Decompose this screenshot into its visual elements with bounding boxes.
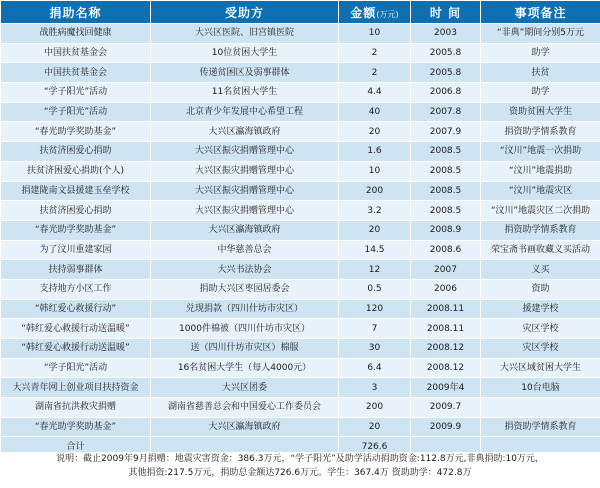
cell-name: 扶贫济困爱心捐助(个人) (1, 161, 151, 181)
cell-name: 中国扶贫基金会 (1, 63, 151, 83)
header-name: 捐助名称 (1, 1, 151, 24)
cell-recipient: 捐助大兴区枣园居委会 (151, 279, 339, 299)
cell-recipient: 11名贫困大学生 (151, 83, 339, 103)
cell-amount: 3 (339, 378, 411, 398)
table-row (1, 122, 600, 142)
cell-recipient: 16名贫困大学生（每人4000元） (151, 358, 339, 378)
cell-remark: “汶川”地震灾区 (481, 181, 600, 201)
cell-remark (481, 398, 600, 418)
cell-remark: 荣宝斋书画收藏义买活动 (481, 240, 600, 260)
header-amount (339, 1, 411, 24)
cell-remark: 捐资助学情系教育 (481, 122, 600, 142)
table-row (1, 339, 600, 359)
cell-recipient: 兑现捐款（四川什坊市灾区） (151, 299, 339, 319)
table-body (1, 24, 600, 457)
cell-amount: 14.5 (339, 240, 411, 260)
cell-name: 扶贫济困爱心捐助 (1, 142, 151, 162)
header-time: 时 间 (411, 1, 481, 24)
cell-remark: 援建学校 (481, 299, 600, 319)
table-row (1, 417, 600, 437)
table-row (1, 279, 600, 299)
cell-amount: 6.4 (339, 358, 411, 378)
cell-name: 为了汶川重建家园 (1, 240, 151, 260)
cell-amount: 200 (339, 398, 411, 418)
cell-name: “韩红爱心救援行动” (1, 299, 151, 319)
cell-remark: 捐资助学情系教育 (481, 417, 600, 437)
cell-name: “学子阳光”活动 (1, 102, 151, 122)
cell-remark: 大兴区域贫困大学生 (481, 358, 600, 378)
cell-name: “春光助学奖助基金” (1, 122, 151, 142)
cell-time: 2005.8 (411, 43, 481, 63)
cell-remark: “汶川”地震灾区二次捐助 (481, 201, 600, 221)
cell-remark: 灾区学校 (481, 339, 600, 359)
cell-time: 2008.5 (411, 142, 481, 162)
cell-remark: 助学 (481, 43, 600, 63)
cell-time: 2008.5 (411, 161, 481, 181)
cell-amount: 3.2 (339, 201, 411, 221)
cell-recipient: 大兴区瀛海镇政府 (151, 220, 339, 240)
cell-time: 2008.5 (411, 201, 481, 221)
cell-remark: 10台电脑 (481, 378, 600, 398)
cell-remark: 义买 (481, 260, 600, 280)
cell-amount: 0.5 (339, 279, 411, 299)
cell-recipient: 大兴区瀛海镇政府 (151, 417, 339, 437)
notes (0, 452, 600, 488)
cell-remark: 捐资助学情系教育 (481, 220, 600, 240)
table-row (1, 142, 600, 162)
total-amount: 726.6 (339, 437, 411, 457)
cell-time: 2009.9 (411, 417, 481, 437)
cell-time: 2008.5 (411, 181, 481, 201)
cell-recipient: 大兴区瀛海镇政府 (151, 122, 339, 142)
cell-recipient: 大兴区振灾捐赠管理中心 (151, 201, 339, 221)
table-row (1, 83, 600, 103)
cell-remark: 灾区学校 (481, 319, 600, 339)
header-remark: 事项备注 (481, 1, 600, 24)
table-row (1, 358, 600, 378)
cell-name: 战胜病魔找回健康 (1, 24, 151, 44)
cell-name: 大兴青年网上创业项目扶持资金 (1, 378, 151, 398)
cell-name: “春光助学奖助基金” (1, 220, 151, 240)
cell-amount: 20 (339, 220, 411, 240)
cell-time: 2009.7 (411, 398, 481, 418)
cell-amount: 20 (339, 417, 411, 437)
cell-amount: 200 (339, 181, 411, 201)
cell-recipient: 大兴书法协会 (151, 260, 339, 280)
cell-time: 2007.9 (411, 122, 481, 142)
cell-time: 2008.6 (411, 240, 481, 260)
cell-recipient: 大兴区医院、旧宫镇医院 (151, 24, 339, 44)
cell-recipient: 10位贫困大学生 (151, 43, 339, 63)
cell-name: 支持地方小区工作 (1, 279, 151, 299)
header-amount-label: 金额 (350, 5, 377, 20)
cell-recipient: 湖南省慈善总会和中国爱心工作委员会 (151, 398, 339, 418)
cell-name: 中国扶贫基金会 (1, 43, 151, 63)
table-row (1, 260, 600, 280)
header-recipient: 受助方 (151, 1, 339, 24)
cell-recipient: 送（四川什坊市灾区）棉服 (151, 339, 339, 359)
cell-amount: 1.6 (339, 142, 411, 162)
cell-remark: “汶川”地震捐助 (481, 161, 600, 181)
cell-time: 2003 (411, 24, 481, 44)
notes-line-2: 其他捐资:217.5万元，捐助总金额达726.6万元。学生：367.4万 资助助学：472.8万 (128, 468, 472, 478)
header-amount-unit: (万元) (376, 9, 399, 19)
cell-name: “春光助学奖助基金” (1, 417, 151, 437)
cell-amount: 7 (339, 319, 411, 339)
table-row (1, 161, 600, 181)
table-row (1, 378, 600, 398)
notes-line-1: 说明：截止2009年9月捐赠：地震灾害资金：386.3万元，“学子阳光”及助学活动捐助资金:112.8万元,非典捐助:10万元， (56, 454, 544, 464)
cell-recipient: 大兴区振灾捐赠管理中心 (151, 161, 339, 181)
cell-name: 湖南省抗洪救灾捐赠 (1, 398, 151, 418)
table-row (1, 240, 600, 260)
cell-amount: 120 (339, 299, 411, 319)
cell-name: “学子阳光”活动 (1, 83, 151, 103)
cell-amount: 40 (339, 102, 411, 122)
table-row (1, 220, 600, 240)
cell-remark: “非典”期间分别5万元 (481, 24, 600, 44)
cell-time: 2006.8 (411, 83, 481, 103)
cell-amount: 30 (339, 339, 411, 359)
cell-name: 扶持弱事群体 (1, 260, 151, 280)
cell-name: “学子阳光”活动 (1, 358, 151, 378)
cell-time: 2008.11 (411, 319, 481, 339)
table-row (1, 319, 600, 339)
cell-name: “韩红爱心救援行动送温暖” (1, 319, 151, 339)
cell-time: 2008.12 (411, 358, 481, 378)
cell-time: 2006 (411, 279, 481, 299)
cell-recipient: 大兴区振灾捐赠管理中心 (151, 181, 339, 201)
cell-name: 扶贫济困爱心捐助 (1, 201, 151, 221)
table-row (1, 43, 600, 63)
cell-recipient: 传递贫困区及弱事群体 (151, 63, 339, 83)
cell-remark: 助学 (481, 83, 600, 103)
cell-amount: 12 (339, 260, 411, 280)
cell-amount: 4.4 (339, 83, 411, 103)
cell-remark: 资助贫困大学生 (481, 102, 600, 122)
cell-time: 2005.8 (411, 63, 481, 83)
table-row (1, 201, 600, 221)
cell-remark: 扶贫 (481, 63, 600, 83)
table-header (1, 1, 600, 24)
cell-amount: 20 (339, 122, 411, 142)
cell-time: 2009年4 (411, 378, 481, 398)
cell-recipient: 1000件棉被（四川什坊市灾区） (151, 319, 339, 339)
table-row (1, 24, 600, 44)
cell-name: “韩红爱心救援行动送温暖” (1, 339, 151, 359)
cell-amount: 10 (339, 24, 411, 44)
table-row (1, 63, 600, 83)
cell-recipient: 大兴区团委 (151, 378, 339, 398)
cell-remark: “汶川”地震一次捐助 (481, 142, 600, 162)
cell-time: 2008.12 (411, 339, 481, 359)
table-row (1, 102, 600, 122)
cell-remark: 资助 (481, 279, 600, 299)
cell-time: 2008.9 (411, 220, 481, 240)
cell-time: 2007 (411, 260, 481, 280)
cell-recipient: 北京青少年发展中心希望工程 (151, 102, 339, 122)
cell-amount: 2 (339, 63, 411, 83)
table-row (1, 299, 600, 319)
cell-time: 2007.8 (411, 102, 481, 122)
table-row (1, 181, 600, 201)
cell-amount: 2 (339, 43, 411, 63)
cell-recipient: 大兴区振灾捐赠管理中心 (151, 142, 339, 162)
cell-amount: 10 (339, 161, 411, 181)
cell-time: 2008.11 (411, 299, 481, 319)
table-row (1, 398, 600, 418)
cell-name: 捐建陇南文县援建玉垒学校 (1, 181, 151, 201)
cell-recipient: 中华慈善总会 (151, 240, 339, 260)
total-label: 合计 (1, 437, 151, 457)
